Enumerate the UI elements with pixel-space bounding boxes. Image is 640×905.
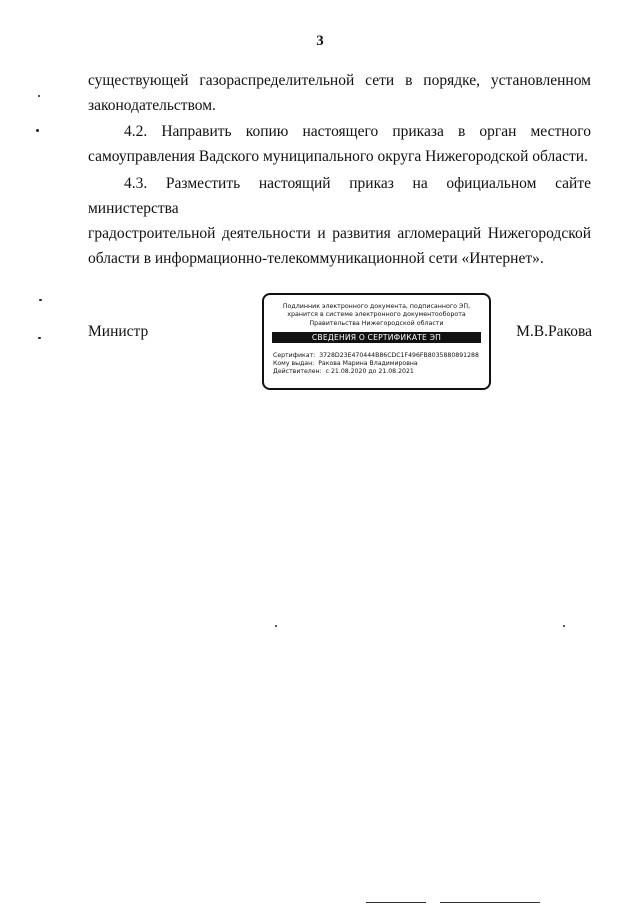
scan-speck [38, 95, 40, 97]
scan-speck [275, 625, 277, 627]
electronic-signature-stamp [262, 293, 491, 390]
scan-edge-line [440, 902, 540, 903]
paragraph-line: 4.3. Разместить настоящий приказ на официальном сайте министерства [88, 175, 591, 217]
paragraph-line: самоуправления Вадского муниципального округа Нижегородской области. [88, 148, 588, 165]
stamp-note-line: хранится в системе электронного документооборота [287, 311, 466, 319]
scan-speck [36, 129, 39, 132]
signer-position: Министр [88, 323, 149, 340]
scan-speck [38, 337, 41, 339]
certificate-label: Сертификат: [273, 351, 316, 359]
stamp-header: СВЕДЕНИЯ О СЕРТИФИКАТЕ ЭП [272, 332, 481, 343]
paragraph-continuation [88, 68, 591, 118]
validity-row [273, 368, 489, 376]
validity-value: с 21.08.2020 до 21.08.2021 [325, 368, 414, 376]
scan-speck [563, 625, 565, 627]
scan-speck [39, 299, 42, 301]
paragraph-4-3 [88, 171, 591, 271]
validity-label: Действителен: [273, 368, 322, 376]
paragraph-line: градостроительной деятельности и развития агломераций Нижегородской [88, 225, 591, 242]
scan-edge-line [366, 902, 426, 903]
stamp-details [273, 352, 489, 377]
stamp-note-line: Подлинник электронного документа, подписанного ЭП, [282, 303, 471, 310]
paragraph-4-2 [88, 119, 591, 169]
issued-to-label: Кому выдан: [273, 360, 315, 368]
certificate-value: 3728D23E470444B86CDC1F496FB8035880891288 [319, 351, 479, 359]
stamp-note-line: Правительства Нижегородской области [309, 319, 444, 327]
paragraph-line: 4.2. Направить копию настоящего приказа в орган местного [124, 123, 591, 140]
paragraph-line: области в информационно-телекоммуникационной сети «Интернет». [88, 250, 544, 267]
stamp-note [264, 303, 489, 328]
certificate-row [273, 352, 489, 360]
page-number: 3 [316, 33, 324, 49]
issued-to-value: Ракова Марина Владимировна [318, 360, 418, 368]
paragraph-line: существующей газораспределительной сети в порядке, установленном [88, 72, 591, 89]
signer-name: М.В.Ракова [516, 323, 592, 340]
paragraph-line: законодательством. [88, 97, 216, 114]
